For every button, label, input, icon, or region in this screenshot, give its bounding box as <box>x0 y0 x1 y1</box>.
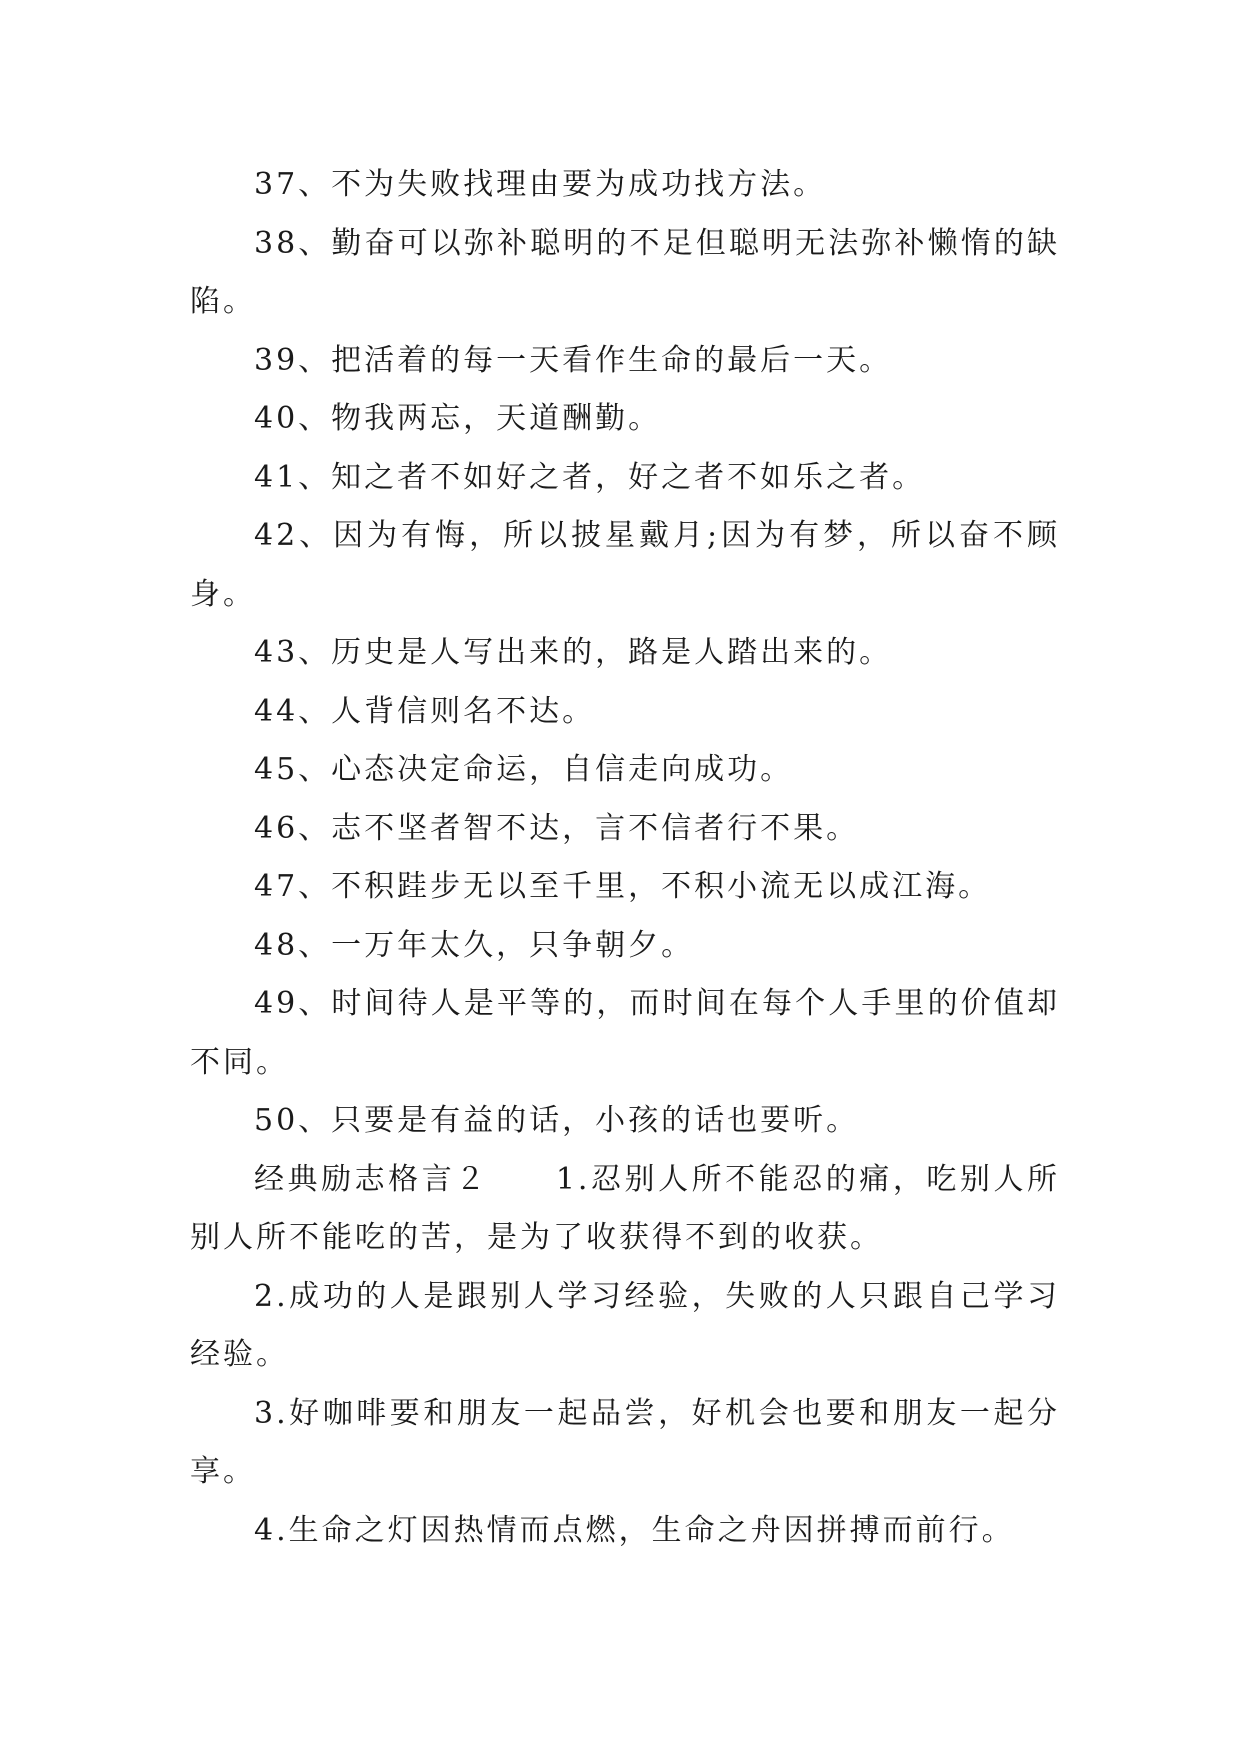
paragraph-49: 49、时间待人是平等的，而时间在每个人手里的价值却不同。 <box>190 986 1060 1080</box>
paragraph-44: 44、人背信则名不达。 <box>254 693 596 729</box>
paragraph-48: 48、一万年太久，只争朝夕。 <box>254 927 695 963</box>
document-body <box>190 156 1060 1560</box>
paragraph-42: 42、因为有悔，所以披星戴月;因为有梦，所以奋不顾身。 <box>190 518 1060 612</box>
paragraph-39: 39、把活着的每一天看作生命的最后一天。 <box>254 342 893 378</box>
paragraph-motto-3: 3.好咖啡要和朋友一起品尝，好机会也要和朋友一起分享。 <box>190 1395 1060 1489</box>
paragraph-40: 40、物我两忘，天道酬勤。 <box>254 401 662 436</box>
paragraph-43: 43、历史是人写出来的，路是人踏出来的。 <box>254 635 893 670</box>
paragraph-41: 41、知之者不如好之者，好之者不如乐之者。 <box>254 459 926 495</box>
paragraph-38: 38、勤奋可以弥补聪明的不足但聪明无法弥补懒惰的缺陷。 <box>190 225 1060 319</box>
paragraph-50: 50、只要是有益的话，小孩的话也要听。 <box>254 1103 860 1138</box>
paragraph-45: 45、心态决定命运，自信走向成功。 <box>254 752 794 787</box>
paragraph-37: 37、不为失败找理由要为成功找方法。 <box>254 167 827 202</box>
paragraph-47: 47、不积跬步无以至千里，不积小流无以成江海。 <box>254 869 992 904</box>
paragraph-motto-2: 2.成功的人是跟别人学习经验，失败的人只跟自己学习经验。 <box>190 1278 1060 1372</box>
paragraph-46: 46、志不坚者智不达，言不信者行不果。 <box>254 810 860 846</box>
paragraph-motto-4: 4.生命之灯因热情而点燃，生命之舟因拼搏而前行。 <box>254 1512 1015 1548</box>
section-heading-paragraph: 经典励志格言２ 1.忍别人所不能忍的痛，吃别人所别人所不能吃的苦，是为了收获得不到的收获。 <box>190 1161 1060 1255</box>
